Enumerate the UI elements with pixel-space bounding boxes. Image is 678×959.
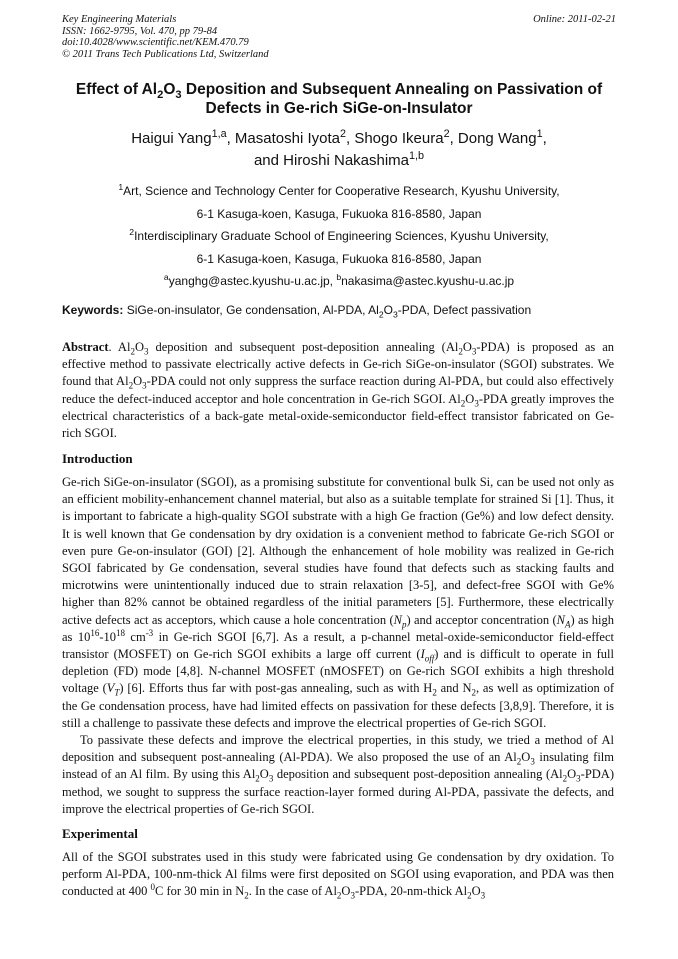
- affiliations: $^1$Art, Science and Technology Center for Cooperative Research, Kyushu University, 6-1 Kasuga-koen, Kasuga, Fukuoka 816-8580, Japan $^2$Interdisciplinary Graduate School of Engineering Sciences, Kyushu University, 6-1 Kasuga-koen, Kasuga, Fukuoka 816-8580, Japan $^a$yanghg@astec.kyushu-u.ac.jp, $^b$nakasima@astec.kyushu-u.ac.jp: [62, 180, 616, 293]
- experimental-text: [62, 849, 614, 901]
- abstract-label: Abstract: [62, 340, 109, 354]
- doi-line: doi:10.4028/www.scientific.net/KEM.470.79: [62, 37, 249, 48]
- affiliation-1: $^1$Art, Science and Technology Center for Cooperative Research, Kyushu University,: [118, 182, 560, 198]
- author-name: Haigui Yang: [131, 130, 212, 147]
- author-list: Haigui Yang$^{1,a}$, Masatoshi Iyota$^2$, Shogo Ikeura$^2$, Dong Wang$^1$, and Hiroshi Nakashima$^{1,b}$: [131, 128, 547, 169]
- keywords-label: Keywords:: [62, 303, 124, 317]
- abstract: Abstract. $Al_2O_3$ deposition and subsequent post-deposition annealing $(Al_2O_3-PDA)$ is proposed as an effective method to passivate electrically active defects in Ge-rich SiGe-on-insulator (SGOI) substrates. We found that $Al_2O_3$-PDA could not only suppress the surface reaction during Al-PDA, but could also effectively reduce the defect-induced acceptor and hole concentration in Ge-rich SGOI. $Al_2O_3$-PDA greatly improves the electrical characteristics of a back-gate metal-oxide-semiconductor field-effect transistor fabricated on Ge-rich SGOI.: [62, 340, 615, 441]
- paper-title: Effect of $Al_2O_3$ Deposition and Subsequent Annealing on Passivation of Defects in Ge-rich SiGe-on-Insulator: [75, 81, 603, 117]
- copyright-line: © 2011 Trans Tech Publications Ltd, Switzerland: [62, 48, 269, 60]
- section-heading-introduction: Introduction: [62, 451, 133, 466]
- journal-header: [62, 14, 616, 60]
- paragraph: To passivate these defects and improve the electrical properties, in this study, we tried a method of Al deposition and subsequent post-annealing (Al-PDA). We also proposed the use of an $Al_2O_3$ insulating film instead of an Al film. By using this $Al_2O_3$ deposition and subsequent post-deposition annealing $(Al_2O_3-PDA)$ method, we sought to suppress the surface reaction-layer formed during Al-PDA, passivate the defects, and improve the electrical properties of Ge-rich SGOI.: [62, 733, 615, 816]
- author-name: and Hiroshi Nakashima: [253, 152, 410, 169]
- author-name: , Shogo Ikeura: [345, 130, 444, 147]
- online-date: Online: 2011-02-21: [533, 14, 616, 25]
- issn-line: ISSN: 1662-9795, Vol. 470, pp 79-84: [62, 25, 218, 37]
- affiliation-2: $^2$Interdisciplinary Graduate School of Engineering Sciences, Kyushu University,: [129, 227, 549, 243]
- keywords: Keywords: SiGe-on-insulator, Ge condensation, Al-PDA, $Al_2O_3$-PDA, Defect passivation: [62, 303, 532, 320]
- section-heading-experimental: Experimental: [62, 826, 138, 841]
- paragraph: Ge-rich SiGe-on-insulator (SGOI), as a promising substitute for conventional bulk Si, can be used not only as an efficient mobility-enhancement channel material, but also as a suitable template for strained Si [1]. Thus, it is important to fabricate a high-quality SGOI substrate with a high Ge fraction (Ge%) and low defect density. It is well known that Ge condensation by dry oxidation is a convenient method to fabricate Ge-rich SGOI or even pure Ge-on-insulator (GOI) [2]. Although the enhancement of hole mobility was realized in Ge-rich SGOI fabricated by Ge condensation, several studies have found that defects such as stacking faults and microtwins were unintentionally induced due to strain relaxation [3-5], and defect-free SGOI with Ge% higher than 82% cannot be obtained regardless of the initial parameters [5]. Furthermore, these electrically active defects act as acceptors, which cause a hole concentration $(N_p)$ and acceptor concentration $(N_A)$ as high as $10^{16}-10^{18}$ $cm^{-3}$ in Ge-rich SGOI [6,7]. As a result, a p-channel metal-oxide-semiconductor field-effect transistor (MOSFET) on Ge-rich SGOI exhibits a large off current $(I_{off})$ and is difficult to operate in full depletion (FD) mode [4,8]. N-channel MOSFET (nMOSFET) on Ge-rich SGOI exhibits a high threshold voltage $(V_T)$ [6]. Efforts thus far with post-gas annealing, such as with $H_2$ and $N_2$, as well as optimization of the Ge condensation process, have had limited effects on passivation for these defects [3,8,9]. Therefore, it is still a challenge to passivate these defects and improve the electrical properties of Ge-rich SGOI.: [62, 475, 615, 730]
- introduction-text: [62, 474, 614, 818]
- author-name: , Dong Wang: [449, 130, 537, 147]
- journal-name: Key Engineering Materials: [62, 14, 177, 25]
- paragraph: All of the SGOI substrates used in this study were fabricated using Ge condensation by dry oxidation. To perform Al-PDA, 100-nm-thick Al films were first deposited on SGOI using evaporation, and PDA was then conducted at 400 $^0$C for 30 min in $N_2$. In the case of $Al_2O_3$-PDA, 20-nm-thick $Al_2O_3$: [62, 850, 614, 901]
- author-name: , Masatoshi Iyota: [226, 130, 340, 147]
- emails: $^a$yanghg@astec.kyushu-u.ac.jp, $^b$nakasima@astec.kyushu-u.ac.jp: [163, 272, 515, 288]
